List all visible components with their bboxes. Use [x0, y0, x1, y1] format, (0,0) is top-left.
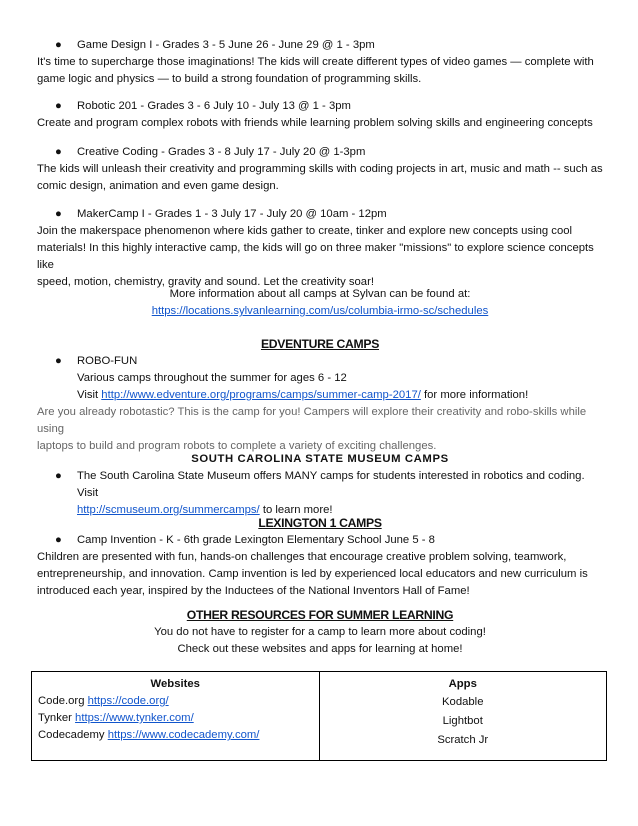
sylvan-schedules-link[interactable]: https://locations.sylvanlearning.com/us/columbia-irmo-sc/schedules: [151, 305, 489, 317]
app-item: Lightbot: [442, 715, 483, 727]
edventure-ages: Various camps throughout the summer for ages 6 - 12: [77, 372, 347, 384]
codecademy-link[interactable]: https://www.codecademy.com/: [107, 729, 260, 741]
bullet-icon: ●: [55, 534, 62, 546]
bullet-icon: ●: [55, 39, 62, 51]
camp-title: Robotic 201 - Grades 3 - 6 July 10 - July 13 @ 1 - 3pm: [77, 100, 351, 112]
bullet-icon: ●: [55, 208, 62, 220]
sc-museum-heading: SOUTH CAROLINA STATE MUSEUM CAMPS: [191, 453, 449, 465]
camp-creative-coding: [37, 144, 603, 195]
lexington-description-line: introduced each year, inspired by the Inductees of the National Inventors Hall of Fame!: [37, 585, 470, 597]
app-item: Scratch Jr: [437, 734, 489, 746]
websites-header: Websites: [150, 678, 200, 690]
camp-title-line: [37, 37, 603, 54]
bullet-icon: ●: [55, 100, 62, 112]
other-resources-line: Check out these websites and apps for learning at home!: [177, 643, 463, 655]
camp-makercamp: [37, 206, 603, 291]
website-item: [38, 727, 313, 744]
camp-robotic-201: [37, 98, 603, 132]
lexington-section: [37, 515, 603, 600]
other-resources-section: [37, 607, 603, 658]
sc-museum-bullet-line: [37, 468, 603, 502]
sylvan-more-info: [37, 286, 603, 320]
camp-description-line: speed, motion, chemistry, gravity and sound. Let the creativity soar!: [37, 276, 374, 288]
camp-description-line: The kids will unleash their creativity and programming skills with coding projects in art, music and math -- such as: [37, 163, 603, 175]
sc-museum-section: [37, 451, 603, 519]
app-item: Kodable: [442, 696, 484, 708]
edventure-section: [37, 336, 603, 455]
apps-header: Apps: [448, 678, 477, 690]
website-name: Codecademy: [38, 729, 108, 741]
camp-title-line: [37, 206, 603, 223]
website-item: [38, 710, 313, 727]
lexington-description-line: Children are presented with fun, hands-on challenges that encourage creative problem solving, teamwork,: [37, 551, 567, 563]
tynker-link[interactable]: https://www.tynker.com/: [75, 712, 194, 724]
sc-museum-link[interactable]: http://scmuseum.org/summercamps/: [77, 504, 260, 516]
camp-title: MakerCamp I - Grades 1 - 3 July 17 - July 20 @ 10am - 12pm: [77, 208, 387, 220]
websites-cell: [32, 672, 320, 761]
other-resources-line: You do not have to register for a camp to learn more about coding!: [154, 626, 486, 638]
sc-museum-suffix: to learn more!: [259, 504, 333, 516]
more-info-text: More information about all camps at Sylvan can be found at:: [169, 288, 471, 300]
edventure-bullet-line: [37, 353, 603, 370]
other-resources-heading: OTHER RESOURCES FOR SUMMER LEARNING: [186, 608, 454, 622]
edventure-visit-line: [37, 387, 603, 404]
code-org-link[interactable]: https://code.org/: [87, 695, 169, 707]
camp-description-line: materials! In this highly interactive camp, the kids will go on three maker "missions" to explore science concepts like: [37, 242, 594, 271]
camp-description-line: comic design, animation and even game design.: [37, 180, 279, 192]
lexington-description-line: entrepreneurship, and innovation. Camp invention is led by experienced local educators and new curriculum is: [37, 568, 588, 580]
bullet-icon: ●: [55, 470, 62, 482]
bullet-icon: ●: [55, 146, 62, 158]
website-item: [38, 693, 313, 710]
edventure-heading: EDVENTURE CAMPS: [260, 337, 380, 351]
camp-title: Game Design I - Grades 3 - 5 June 26 - June 29 @ 1 - 3pm: [77, 39, 375, 51]
camp-title: Creative Coding - Grades 3 - 8 July 17 - July 20 @ 1-3pm: [77, 146, 366, 158]
camp-description-line: It's time to supercharge those imaginations! The kids will create different types of video games — complete with: [37, 56, 594, 68]
table-row: [32, 672, 607, 761]
lexington-camp: Camp Invention - K - 6th grade Lexington Elementary School June 5 - 8: [77, 534, 435, 546]
website-name: Code.org: [38, 695, 88, 707]
lexington-bullet-line: [37, 532, 603, 549]
camp-description-line: Create and program complex robots with friends while learning problem solving skills and engineering concepts: [37, 117, 593, 129]
resources-table: [31, 671, 607, 761]
apps-cell: [319, 672, 607, 761]
camp-game-design: [37, 37, 603, 88]
sc-museum-text: The South Carolina State Museum offers MANY camps for students interested in robotics and coding. Visit: [77, 470, 585, 499]
edventure-description-line: Are you already robotastic? This is the camp for you! Campers will explore their creativity and robo-skills while using: [37, 406, 587, 435]
camp-description-line: Join the makerspace phenomenon where kids gather to create, tinker and explore new concepts using cool: [37, 225, 573, 237]
lexington-heading: LEXINGTON 1 CAMPS: [258, 516, 382, 530]
visit-prefix: Visit: [77, 389, 102, 401]
edventure-link[interactable]: http://www.edventure.org/programs/camps/summer-camp-2017/: [101, 389, 421, 401]
camp-title-line: [37, 144, 603, 161]
visit-suffix: for more information!: [420, 389, 529, 401]
edventure-description-line: laptops to build and program robots to complete a variety of exciting challenges.: [37, 440, 437, 452]
bullet-icon: ●: [55, 355, 62, 367]
website-name: Tynker: [38, 712, 76, 724]
edventure-camp-name: ROBO-FUN: [77, 355, 138, 367]
camp-description-line: game logic and physics — to build a strong foundation of programming skills.: [37, 73, 422, 85]
camp-title-line: [37, 98, 603, 115]
